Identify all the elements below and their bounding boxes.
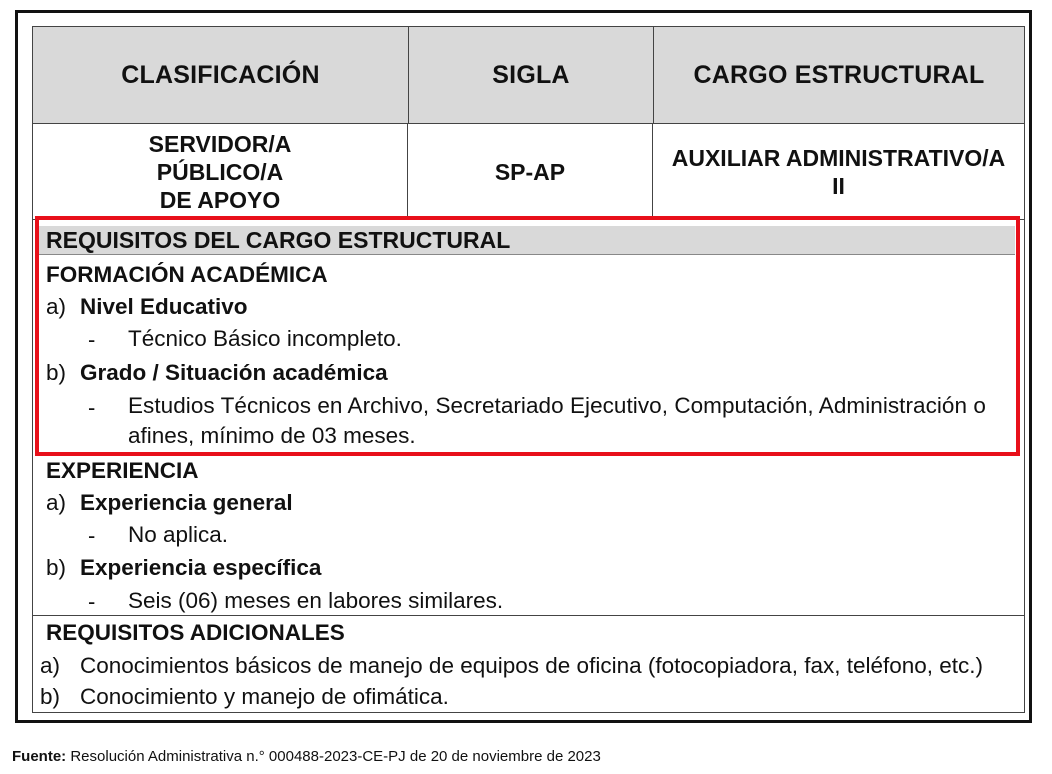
adicionales-b-marker: b) xyxy=(40,684,61,709)
cell-sigla: SP-AP xyxy=(408,124,653,219)
header-clasificacion: CLASIFICACIÓN xyxy=(33,27,409,123)
clasificacion-line-2: PÚBLICO/A xyxy=(156,159,284,185)
adicionales-a-item: Conocimientos básicos de manejo de equipos de oficina (fotocopiadora, fax, teléfono, etc.) xyxy=(80,653,984,678)
experiencia-b-label: Experiencia específica xyxy=(80,555,322,580)
formacion-b-label: Grado / Situación académica xyxy=(80,360,388,385)
formacion-b-item-line-1: Estudios Técnicos en Archivo, Secretariado Ejecutivo, Computación, Administración o xyxy=(128,393,986,418)
table-header-row xyxy=(32,26,1025,124)
formacion-b-dash: - xyxy=(88,395,96,420)
experiencia-b-item: Seis (06) meses en labores similares. xyxy=(128,588,504,613)
experiencia-a-marker: a) xyxy=(46,490,67,515)
adicionales-b-item: Conocimiento y manejo de ofimática. xyxy=(80,684,449,709)
cargo-line-1: AUXILIAR ADMINISTRATIVO/A xyxy=(671,145,1006,171)
adicionales-title: REQUISITOS ADICIONALES xyxy=(46,620,345,645)
formacion-title: FORMACIÓN ACADÉMICA xyxy=(46,262,328,287)
clasificacion-line-3: DE APOYO xyxy=(159,187,281,213)
divider-adicionales xyxy=(32,615,1025,616)
adicionales-a-marker: a) xyxy=(40,653,61,678)
experiencia-a-dash: - xyxy=(88,523,96,548)
formacion-a-dash: - xyxy=(88,327,96,352)
cargo-line-2: II xyxy=(832,173,845,199)
experiencia-b-dash: - xyxy=(88,589,96,614)
source-label: Fuente: xyxy=(12,748,67,765)
experiencia-a-label: Experiencia general xyxy=(80,490,293,515)
experiencia-title: EXPERIENCIA xyxy=(46,458,199,483)
table-right-border xyxy=(1024,220,1025,713)
formacion-a-label: Nivel Educativo xyxy=(80,294,248,319)
requisitos-title: REQUISITOS DEL CARGO ESTRUCTURAL xyxy=(46,227,511,253)
highlight-box xyxy=(35,216,1020,456)
source-note xyxy=(12,748,601,765)
cell-clasificacion xyxy=(33,124,408,219)
table-left-border xyxy=(32,220,33,713)
source-text: Resolución Administrativa n.° 000488-2023-CE-PJ de 20 de noviembre de 2023 xyxy=(66,748,601,765)
formacion-b-marker: b) xyxy=(46,360,67,385)
table-data-row xyxy=(32,124,1025,220)
clasificacion-line-1: SERVIDOR/A xyxy=(148,131,292,157)
header-cargo-estructural: CARGO ESTRUCTURAL xyxy=(693,60,985,89)
cell-cargo xyxy=(653,124,1024,219)
experiencia-b-marker: b) xyxy=(46,555,67,580)
header-sigla: SIGLA xyxy=(409,27,654,123)
formacion-b-item-line-2: afines, mínimo de 03 meses. xyxy=(128,423,416,448)
experiencia-a-item: No aplica. xyxy=(128,522,229,547)
formacion-a-item: Técnico Básico incompleto. xyxy=(128,326,402,351)
table-bottom-border xyxy=(32,712,1025,713)
formacion-a-marker: a) xyxy=(46,294,67,319)
